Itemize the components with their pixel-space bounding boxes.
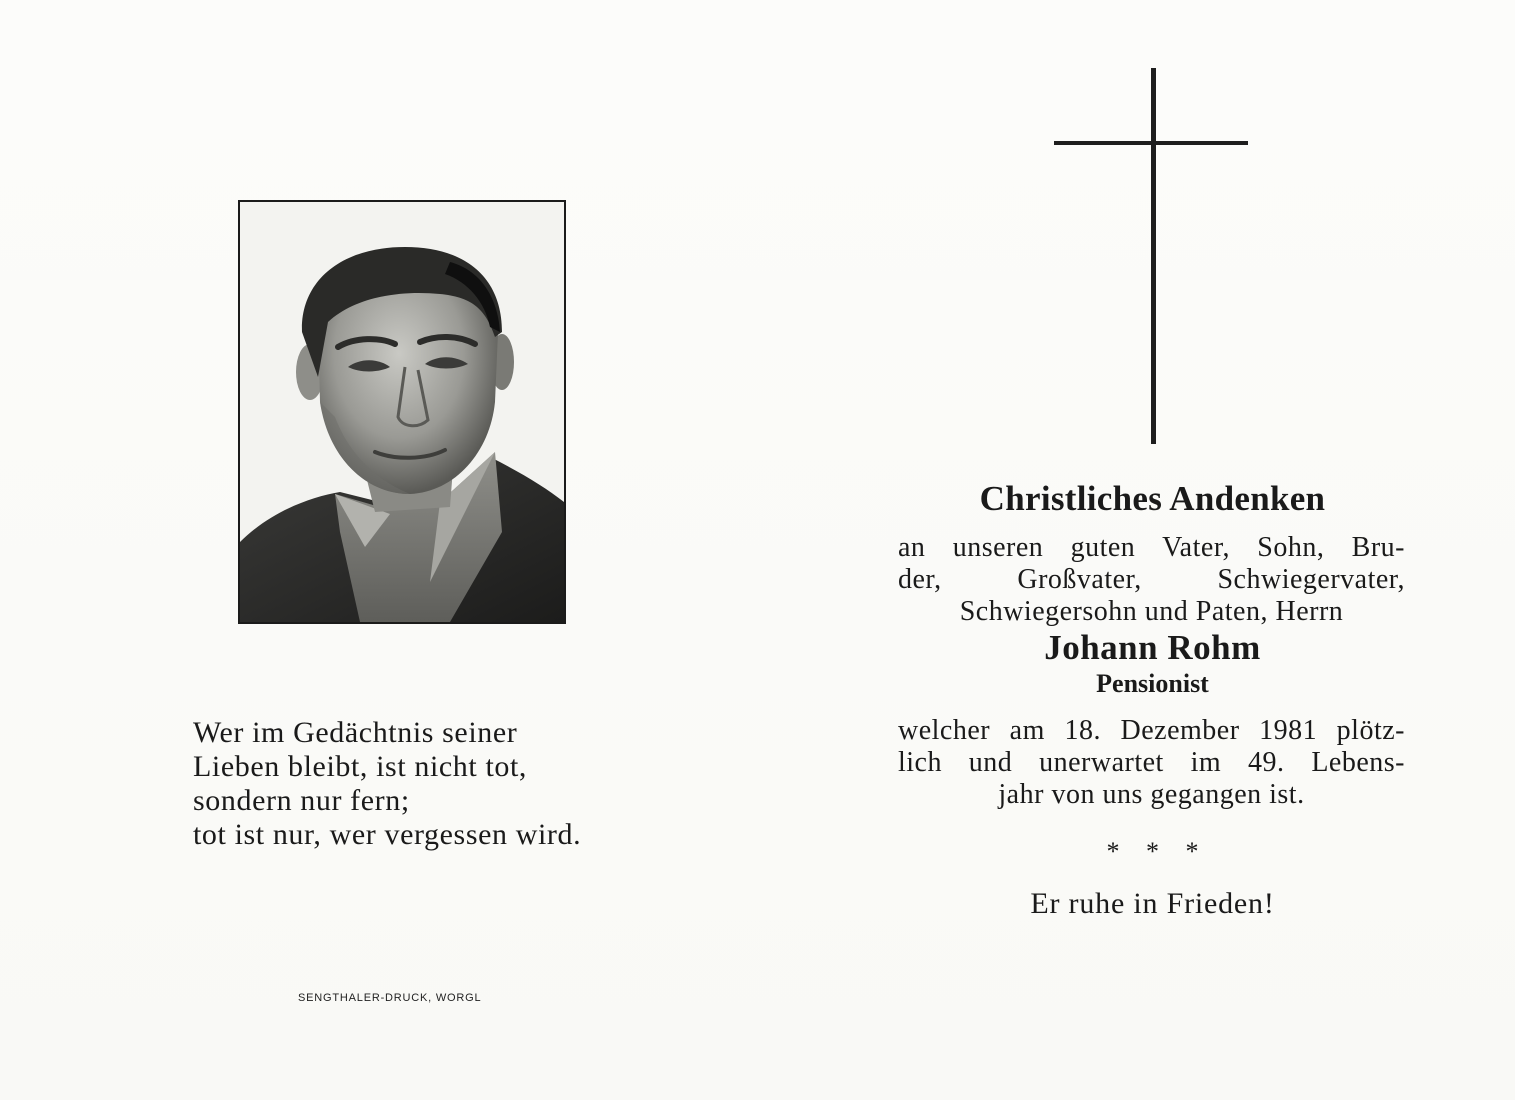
quote-line: Wer im Gedächtnis seiner bbox=[193, 716, 518, 749]
quote-line: tot ist nur, wer vergessen wird. bbox=[193, 818, 582, 851]
death-line: lich und unerwartet im 49. Lebens- bbox=[898, 747, 1405, 778]
death-paragraph bbox=[898, 715, 1405, 811]
card-heading: Christliches Andenken bbox=[979, 479, 1326, 518]
intro-line: Schwiegersohn und Paten, Herrn bbox=[959, 596, 1344, 627]
memorial-quote bbox=[193, 716, 653, 852]
quote-line: sondern nur fern; bbox=[193, 784, 410, 817]
separator-stars: * * * bbox=[1106, 837, 1209, 866]
portrait-photo bbox=[238, 200, 566, 624]
closing-blessing: Er ruhe in Frieden! bbox=[1030, 887, 1275, 920]
intro-line: an unseren guten Vater, Sohn, Bru- bbox=[898, 532, 1405, 563]
quote-line: Lieben bleibt, ist nicht tot, bbox=[193, 750, 528, 783]
portrait-illustration bbox=[240, 202, 564, 622]
printer-imprint: SENGTHALER-DRUCK, WORGL bbox=[298, 992, 482, 1004]
cross-icon-bar bbox=[1054, 141, 1248, 145]
intro-line: der, Großvater, Schwiegervater, bbox=[898, 564, 1405, 595]
memorial-text bbox=[890, 478, 1415, 921]
cross-icon bbox=[1151, 68, 1156, 444]
deceased-name: Johann Rohm bbox=[1044, 628, 1261, 667]
deceased-profession: Pensionist bbox=[1096, 669, 1209, 698]
intro-paragraph bbox=[898, 532, 1405, 628]
death-line: welcher am 18. Dezember 1981 plötz- bbox=[898, 715, 1405, 746]
death-line: jahr von uns gegangen ist. bbox=[998, 779, 1305, 810]
